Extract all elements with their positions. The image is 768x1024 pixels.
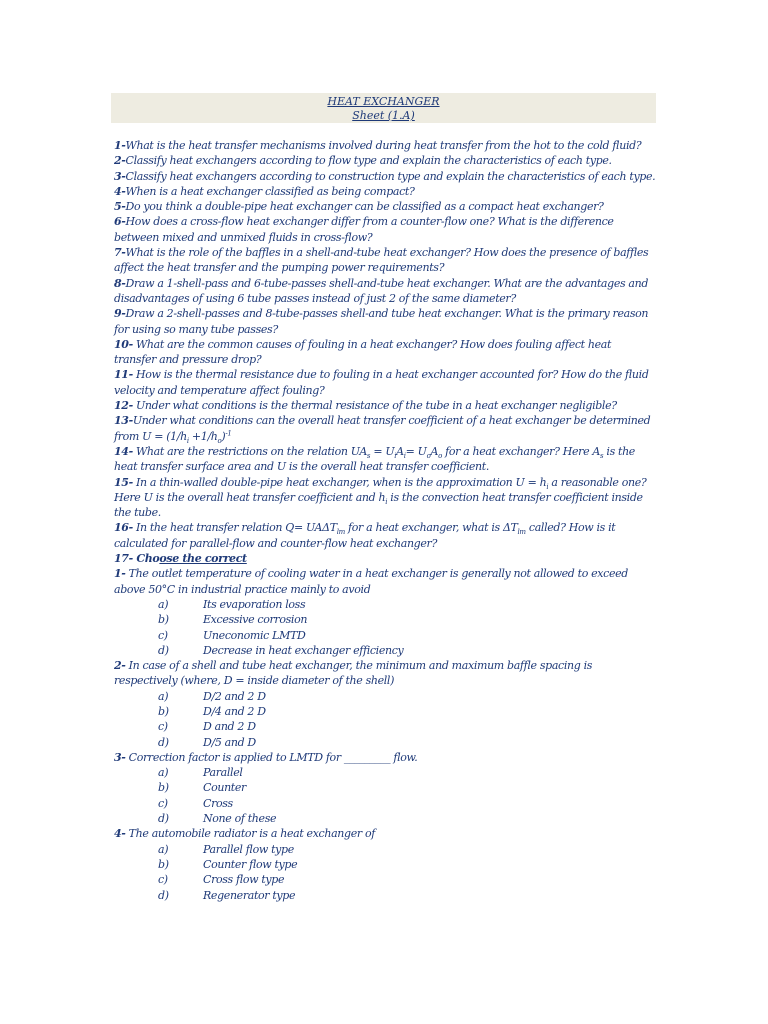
option-letter: c) — [158, 720, 168, 734]
option-text: Decrease in heat exchanger efficiency — [203, 643, 404, 657]
document-subtitle: Sheet (1.A) — [352, 109, 415, 122]
mcq-option — [114, 796, 656, 811]
question-14: 14- What are the restrictions on the relation $UA_s = U_iA_i= U_oA_o$ for a heat exchanger? Here $A_s$ is the heat transfer surface area and U is the overall heat transfer coefficient. — [114, 444, 635, 474]
option-text: Uneconomic LMTD — [203, 628, 306, 642]
question-15: 15- In a thin-walled double-pipe heat exchanger, when is the approximation $U = h_i$ a reasonable one? Here U is the overall heat transfer coefficient and $h_i$ is the convection heat transfer coefficient inside the tube. — [114, 475, 647, 520]
question-1: 1-What is the heat transfer mechanisms involved during heat transfer from the hot to the cold fluid? — [114, 139, 642, 152]
option-letter: c) — [158, 796, 168, 810]
option-text: Parallel — [203, 766, 243, 780]
option-letter: a) — [158, 842, 169, 856]
mcq-option — [114, 704, 656, 719]
option-text: Cross — [203, 796, 233, 810]
question-4: 4-When is a heat exchanger classified as being compact? — [114, 184, 415, 198]
mcq-option — [114, 735, 656, 750]
question-11: 11- How is the thermal resistance due to fouling in a heat exchanger accounted for? How do the fluid velocity and temperature affect fouling? — [114, 368, 649, 397]
option-text: Counter flow type — [203, 857, 298, 871]
mcq-option — [114, 765, 656, 780]
option-text: Parallel flow type — [203, 842, 294, 856]
option-letter: d) — [158, 643, 169, 657]
option-text: Excessive corrosion — [203, 613, 308, 627]
question-2: 2-Classify heat exchangers according to flow type and explain the characteristics of each type. — [114, 154, 612, 168]
option-text: Its evaporation loss — [203, 597, 306, 611]
option-text: D/5 and D — [203, 735, 256, 749]
question-8: 8-Draw a 1-shell-pass and 6-tube-passes shell-and-tube heat exchanger. What are the advantages and disadvantages of using 6 tube passes instead of just 2 of the same diameter? — [114, 276, 649, 305]
option-letter: a) — [158, 689, 169, 703]
option-text: Regenerator type — [203, 888, 296, 902]
question-3: 3-Classify heat exchangers according to construction type and explain the characteristics of each type. — [114, 169, 656, 183]
mcq-option — [114, 842, 656, 857]
mcq-option — [114, 643, 656, 658]
option-letter: d) — [158, 812, 169, 826]
option-letter: a) — [158, 766, 169, 780]
mcq-option — [114, 888, 656, 903]
question-6: 6-How does a cross-flow heat exchanger differ from a counter-flow one? What is the difference between mixed and unmixed fluids in cross-flow? — [114, 215, 614, 244]
mcq-option — [114, 612, 656, 627]
option-letter: d) — [158, 735, 169, 749]
section-heading: 17- Choose the correct — [114, 552, 247, 566]
mcq-question-4: 4- The automobile radiator is a heat exchanger of — [114, 827, 375, 841]
mcq-option — [114, 689, 656, 704]
mcq-option — [114, 872, 656, 887]
question-list — [114, 138, 656, 903]
mcq-question-3: 3- Correction factor is applied to LMTD for _________ flow. — [114, 750, 418, 764]
option-letter: d) — [158, 888, 169, 902]
mcq-question-2: 2- In case of a shell and tube heat exchanger, the minimum and maximum baffle spacing is respectively (where, D = inside diameter of the shell) — [114, 659, 593, 688]
mcq-question-1: 1- The outlet temperature of cooling water in a heat exchanger is generally not allowed to exceed above 50°C in industrial practice mainly to avoid — [114, 567, 628, 596]
mcq-option — [114, 811, 656, 826]
question-10: 10- What are the common causes of fouling in a heat exchanger? How does fouling affect heat transfer and pressure drop? — [114, 337, 612, 367]
option-text: Cross flow type — [203, 873, 285, 887]
question-12: 12- Under what conditions is the thermal resistance of the tube in a heat exchanger negligible? — [114, 399, 617, 413]
option-letter: b) — [158, 704, 169, 718]
mcq-option — [114, 719, 656, 734]
option-letter: b) — [158, 781, 169, 795]
option-letter: b) — [158, 857, 169, 871]
mcq-option — [114, 780, 656, 795]
mcq-option — [114, 597, 656, 612]
document-title: HEAT EXCHANGER — [327, 95, 440, 108]
option-text: D/2 and 2 D — [203, 689, 266, 703]
option-letter: c) — [158, 873, 168, 887]
option-text: Counter — [203, 781, 246, 795]
question-16: 16- In the heat transfer relation $Q= UA\Delta T_{lm}$ for a heat exchanger, what is $\Delta T_{lm}$ called? How is it calculated for parallel-flow and counter-flow heat exchanger? — [114, 521, 616, 550]
question-13: 13-Under what conditions can the overall heat transfer coefficient of a heat exchanger be determined from $U = (1/h_i +1/h_o)^{-1}$ — [114, 414, 651, 445]
option-letter: b) — [158, 613, 169, 627]
option-text: None of these — [203, 812, 277, 826]
option-text: D/4 and 2 D — [203, 704, 266, 718]
question-7: 7-What is the role of the baffles in a shell-and-tube heat exchanger? How does the presence of baffles affect the heat transfer and the pumping power requirements? — [114, 246, 649, 275]
option-text: D and 2 D — [203, 720, 256, 734]
question-9: 9-Draw a 2-shell-passes and 8-tube-passes shell-and tube heat exchanger. What is the primary reason for using so many tube passes? — [114, 307, 649, 336]
option-letter: a) — [158, 597, 169, 611]
mcq-option — [114, 857, 656, 872]
question-5: 5-Do you think a double-pipe heat exchanger can be classified as a compact heat exchanger? — [114, 200, 604, 214]
mcq-option — [114, 628, 656, 643]
option-letter: c) — [158, 628, 168, 642]
